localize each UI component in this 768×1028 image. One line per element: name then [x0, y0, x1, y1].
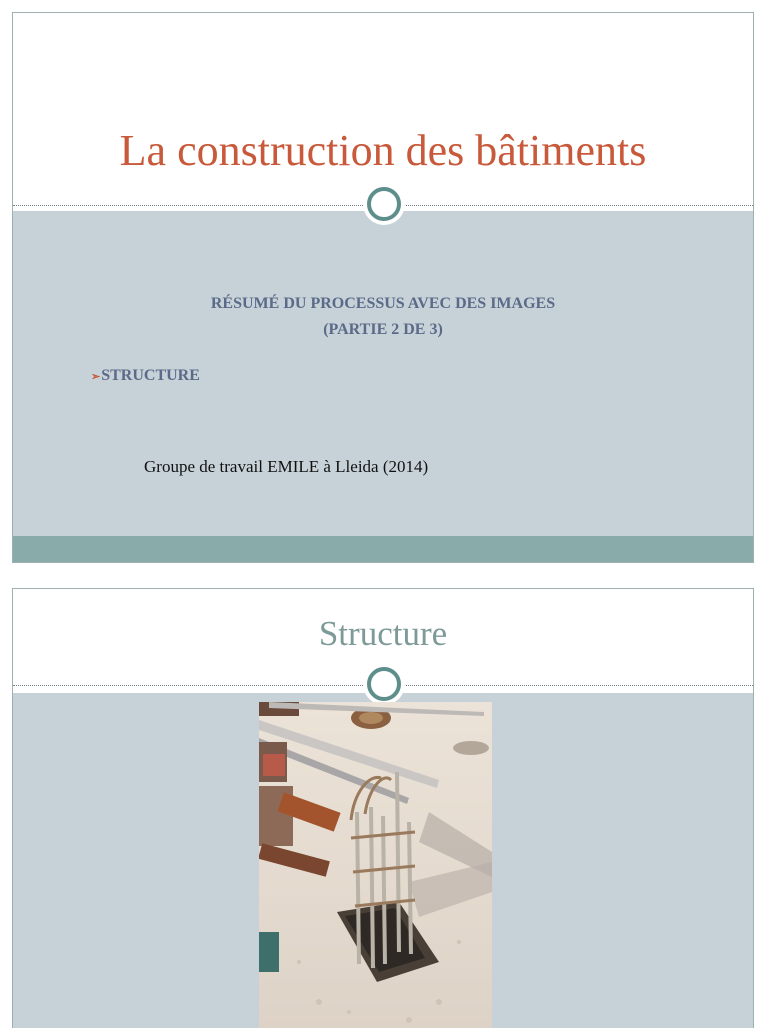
construction-site-photo	[259, 702, 492, 1028]
divider-ring-icon	[367, 667, 401, 701]
slide-1-title: La construction des bâtiments	[119, 126, 647, 175]
author-credit: Groupe de travail EMILE à Lleida (2014)	[144, 457, 429, 476]
rebar-foundation-image	[259, 702, 492, 1028]
slide-1	[12, 12, 754, 563]
footer-band	[13, 536, 753, 562]
slide-1-subtitle	[13, 291, 753, 343]
bullet-item-structure	[91, 367, 200, 385]
arrow-bullet-icon: ➢	[91, 371, 101, 383]
slide-2-title: Structure	[318, 614, 448, 653]
subtitle-line-1: RÉSUMÉ DU PROCESSUS AVEC DES IMAGES	[210, 295, 556, 312]
subtitle-line-2: (PARTIE 2 DE 3)	[323, 321, 443, 338]
divider-ring-icon	[367, 187, 401, 221]
slide-2	[12, 588, 754, 1028]
slide-1-title-area	[13, 13, 753, 211]
bullet-label: STRUCTURE	[101, 367, 200, 384]
